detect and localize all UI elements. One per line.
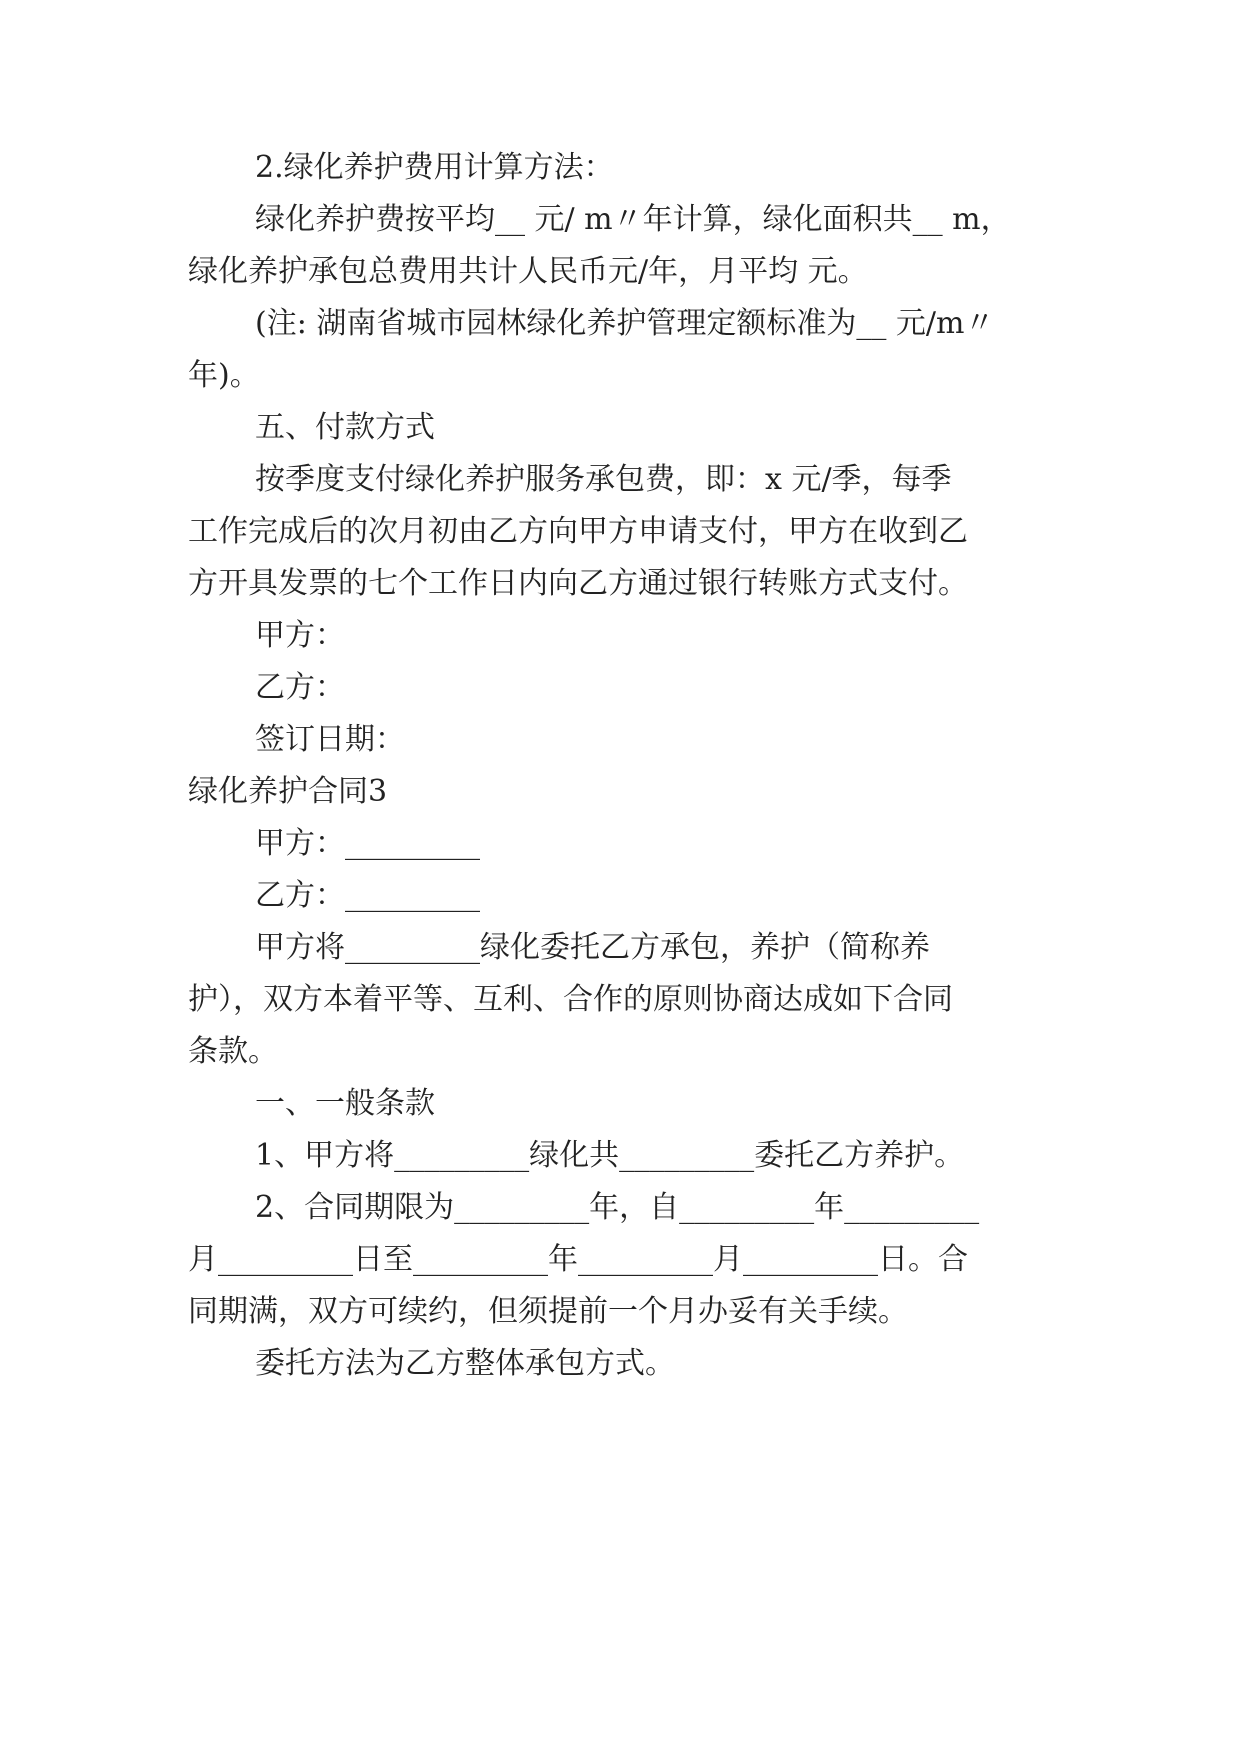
party-b-field: 乙方：_________ <box>255 878 480 913</box>
paragraph-line: 2.绿化养护费用计算方法： <box>255 150 614 185</box>
paragraph-line: 按季度支付绿化养护服务承包费，即：x 元/季，每季 <box>255 462 952 497</box>
paragraph-line: 委托方法为乙方整体承包方式。 <box>255 1346 675 1381</box>
clause-line: 月_________日至_________年_________月_________日。合 <box>188 1242 968 1277</box>
party-a-field: 甲方：_________ <box>255 826 480 861</box>
paragraph-line: 方开具发票的七个工作日内向乙方通过银行转账方式支付。 <box>188 566 968 601</box>
party-b-label: 乙方： <box>255 670 345 705</box>
clause-line: 同期满，双方可续约，但须提前一个月办妥有关手续。 <box>188 1294 908 1329</box>
paragraph-line: 年)。 <box>188 358 260 393</box>
signing-date-label: 签订日期： <box>255 722 405 757</box>
paragraph-line: 绿化养护费按平均__ 元/ m〃年计算，绿化面积共__ m， <box>255 202 1011 237</box>
paragraph-line: 条款。 <box>188 1034 278 1069</box>
section-heading: 一、一般条款 <box>255 1086 435 1121</box>
section-heading: 五、付款方式 <box>255 410 435 445</box>
party-a-label: 甲方： <box>255 618 345 653</box>
paragraph-line: 护），双方本着平等、互利、合作的原则协商达成如下合同 <box>188 982 953 1017</box>
document-title: 绿化养护合同3 <box>188 774 388 809</box>
clause-line: 1、甲方将_________绿化共_________委托乙方养护。 <box>255 1138 965 1173</box>
paragraph-line: 工作完成后的次月初由乙方向甲方申请支付，甲方在收到乙 <box>188 514 968 549</box>
clause-line: 2、合同期限为_________年，自_________年_________ <box>255 1190 980 1225</box>
paragraph-line: 甲方将_________绿化委托乙方承包，养护（简称养 <box>255 930 930 965</box>
paragraph-line: (注: 湖南省城市园林绿化养护管理定额标准为__ 元/m〃 <box>255 306 995 341</box>
paragraph-line: 绿化养护承包总费用共计人民币元/年，月平均 元。 <box>188 254 868 289</box>
